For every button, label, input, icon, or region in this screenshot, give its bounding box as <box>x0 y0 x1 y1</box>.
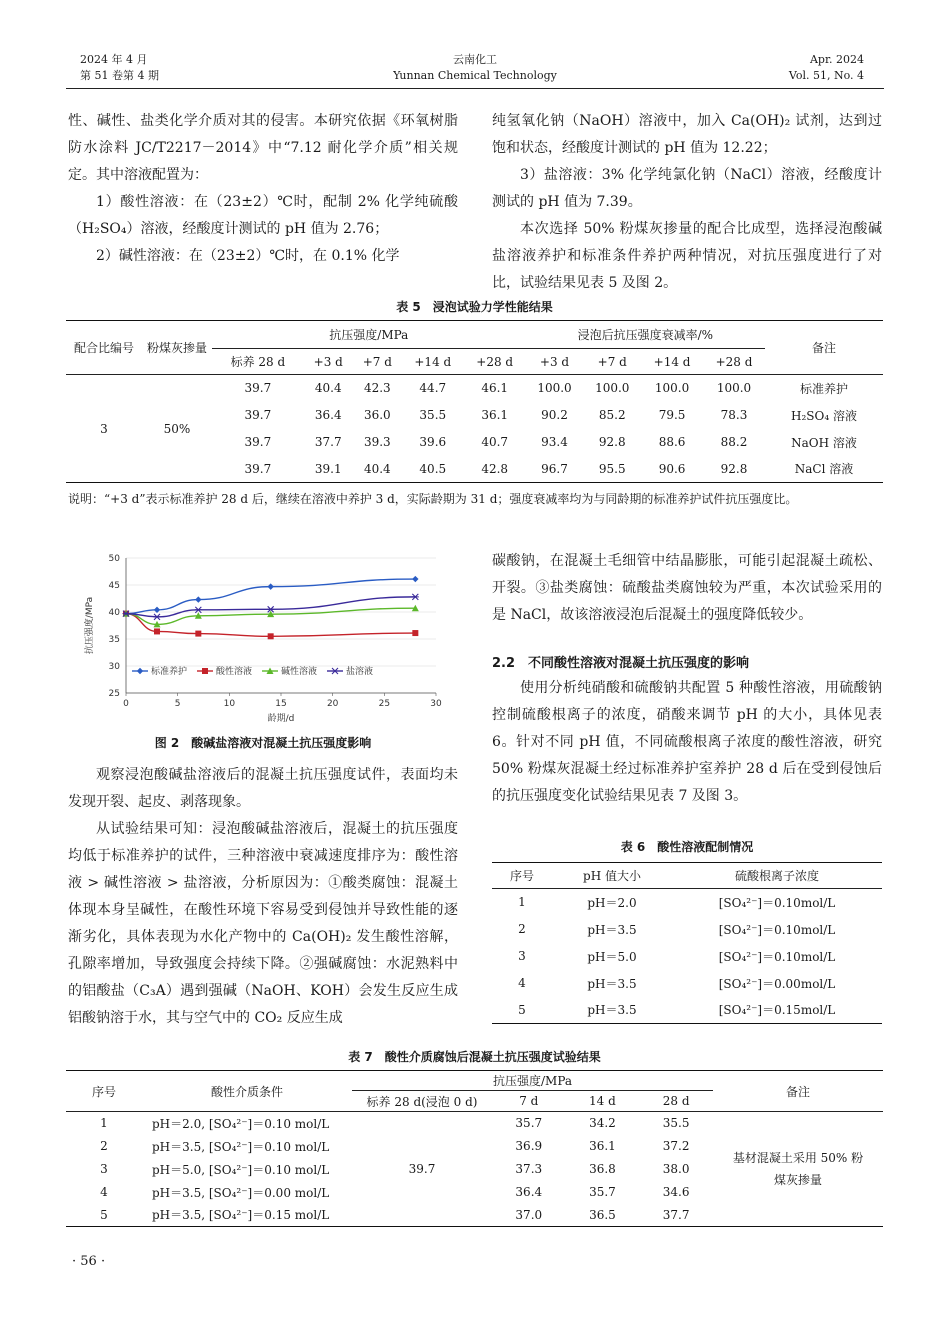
cell: pH＝5.0 <box>587 949 637 964</box>
table5-subheader: +3 d <box>526 349 584 375</box>
right-top-text <box>492 108 882 297</box>
y-tick-label: 40 <box>108 608 120 618</box>
cell: 46.1 <box>481 381 509 396</box>
table5-subheader: +7 d <box>583 349 641 375</box>
cell: 40.7 <box>481 435 509 449</box>
cell: 90.6 <box>641 456 703 483</box>
table5-mix-no: 3 <box>66 375 142 483</box>
legend-marker <box>202 668 208 674</box>
running-header-right <box>789 52 864 84</box>
figure2-chart <box>78 548 458 728</box>
cell: 78.3 <box>720 408 748 422</box>
table-row <box>66 375 883 402</box>
cell: 36.8 <box>589 1162 616 1176</box>
cell: 37.7 <box>314 435 342 449</box>
paragraph: 观察浸泡酸碱盐溶液后的混凝土抗压强度试件，表面均未发现开裂、起皮、剥落现象。 <box>68 767 458 810</box>
cell: 40.4 <box>314 381 342 396</box>
cell: 35.5 <box>419 408 447 422</box>
table7-header-cond: 酸性介质条件 <box>142 1071 352 1112</box>
table6-caption: 表 6 酸性溶液配制情况 <box>620 840 754 854</box>
table5-header-fly: 粉煤灰掺量 <box>142 321 212 375</box>
header-volume-cn: 第 51 卷第 4 期 <box>80 69 159 82</box>
cell: 标准养护 <box>799 381 848 396</box>
paragraph: 使用分析纯硝酸和硫酸钠共配置 5 种酸性溶液，用硫酸钠控制硫酸根离子的浓度，硝酸来调节 pH 的大小，具体见表 6。针对不同 pH 值，不同硫酸根离子浓度的酸性溶液，研究 50% 粉煤灰混凝土经过标准养护室养护 28 d 后在受到侵蚀后的抗压强度变化试验结果见表 7 及图 3。 <box>492 680 882 804</box>
table5-subheader: +3 d <box>304 349 353 375</box>
cell: 36.4 <box>314 408 342 422</box>
cell: 39.3 <box>363 435 391 449</box>
table5-fly: 50% <box>142 375 212 483</box>
cell: 42.8 <box>464 456 526 483</box>
cell: 4 <box>100 1185 108 1199</box>
table-row <box>492 916 882 943</box>
legend-label: 酸性溶液 <box>216 667 253 677</box>
cell: 1 <box>100 1116 108 1131</box>
y-tick-label: 25 <box>108 689 120 699</box>
cell: 92.8 <box>598 435 626 449</box>
journal-name-en: Yunnan Chemical Technology <box>393 69 557 82</box>
cell: 44.7 <box>419 381 447 396</box>
data-point <box>195 631 201 637</box>
cell: 39.1 <box>304 456 353 483</box>
cell: pH＝5.0, [SO₄²⁻]＝0.10 mol/L <box>152 1162 330 1177</box>
x-tick-label: 25 <box>378 699 391 709</box>
right-mid-text <box>492 548 882 629</box>
table5-header-note: 备注 <box>765 321 883 375</box>
table-row <box>66 1112 883 1135</box>
table7-base: 39.7 <box>352 1112 492 1227</box>
cell: pH＝3.5, [SO₄²⁻]＝0.00 mol/L <box>152 1185 330 1200</box>
table6 <box>492 862 882 1024</box>
table7-header-note: 备注 <box>713 1071 883 1112</box>
cell: 3 <box>100 1162 108 1176</box>
legend-marker <box>137 668 143 674</box>
cell: 36.9 <box>515 1139 543 1153</box>
x-tick-label: 30 <box>430 699 442 709</box>
paragraph: 本次选择 50% 粉煤灰掺量的配合比成型，选择浸泡酸碱盐溶液养护和标准条件养护两种情况，对抗压强度进行了对比，试验结果见表 5 及图 2。 <box>492 221 882 291</box>
table6-header-no: 序号 <box>492 863 552 889</box>
cell: 39.7 <box>212 456 304 483</box>
table7-subheader: 14 d <box>566 1091 640 1112</box>
y-tick-label: 50 <box>108 554 120 564</box>
journal-name-cn: 云南化工 <box>453 53 497 66</box>
header-volume-en: Vol. 51, No. 4 <box>788 69 864 82</box>
table5-subheader: 标养 28 d <box>212 349 304 375</box>
table-row <box>492 997 882 1024</box>
table7 <box>66 1070 883 1227</box>
header-date-cn: 2024 年 4 月 <box>80 53 148 66</box>
data-point <box>154 614 161 620</box>
cell: 90.2 <box>541 408 568 422</box>
table5-note: 说明：“+3 d”表示标准养护 28 d 后，继续在溶液中养护 3 d，实际龄期为 31 d；强度衰减率均为与同龄期的标准养护试件抗压强度比。 <box>68 492 798 506</box>
figure2-caption: 图 2 酸碱盐溶液对混凝土抗压强度影响 <box>154 736 372 750</box>
cell: 36.0 <box>363 408 391 422</box>
table7-subheader: 28 d <box>639 1091 713 1112</box>
cell: 35.7 <box>589 1185 616 1199</box>
data-point <box>154 628 160 634</box>
cell: 5 <box>492 997 552 1024</box>
data-point <box>412 630 418 636</box>
cell: pH＝3.5, [SO₄²⁻]＝0.10 mol/L <box>152 1139 330 1154</box>
x-tick-label: 0 <box>123 699 129 709</box>
table-row <box>492 970 882 997</box>
cell: pH＝3.5 <box>587 976 637 991</box>
paragraph: 3）盐溶液：3% 化学纯氯化钠（NaCl）溶液，经酸度计测试的 pH 值为 7.39。 <box>492 167 882 210</box>
section-heading: 2.2 不同酸性溶液对混凝土抗压强度的影响 <box>492 656 750 671</box>
table5-subheader: +7 d <box>353 349 402 375</box>
cell: 36.1 <box>481 408 509 422</box>
table6-header-ph: pH 值大小 <box>552 863 672 889</box>
cell: 5 <box>66 1204 142 1227</box>
cell: 100.0 <box>654 381 690 396</box>
cell: 34.6 <box>662 1185 690 1199</box>
cell: pH＝3.5 <box>552 997 672 1024</box>
cell: 37.2 <box>662 1139 690 1153</box>
cell: pH＝3.5 <box>587 922 637 937</box>
cell: 38.0 <box>662 1162 690 1176</box>
cell: 40.4 <box>353 456 402 483</box>
table-row <box>492 943 882 970</box>
paragraph: 从试验结果可知：浸泡酸碱盐溶液后，混凝土的抗压强度均低于标准养护的试件，三种溶液中衰减速度排序为：酸性溶液 > 碱性溶液 > 盐溶液，分析原因为：①酸类腐蚀：混凝土体现本身呈碱性，在酸性环境下容易受到侵蚀并导致性能的逐渐劣化，具体表现为水化产物中的 Ca(OH)₂ 发生酸性溶解，孔隙率增加，导致强度会持续下降。②强碱腐蚀：水泥熟料中的铝酸盐（C₃A）遇到强碱（NaOH、KOH）会发生反应生成铝酸钠溶于水，其与空气中的 CO₂ 反应生成 <box>68 821 458 1026</box>
cell: 36.1 <box>589 1139 616 1153</box>
table7-subheader: 7 d <box>492 1091 566 1112</box>
x-tick-label: 20 <box>326 699 339 709</box>
table7-subheader: 标养 28 d(浸泡 0 d) <box>352 1091 492 1112</box>
cell: NaCl 溶液 <box>765 456 883 483</box>
right-mid-text-2 <box>492 675 882 810</box>
paragraph: 纯氢氧化钠（NaOH）溶液中，加入 Ca(OH)₂ 试剂，达到过饱和状态，经酸度计测试的 pH 值为 12.22； <box>492 113 882 156</box>
cell: 40.5 <box>402 456 464 483</box>
cell: 35.5 <box>662 1116 690 1131</box>
cell: [SO₄²⁻]＝0.10mol/L <box>718 922 836 937</box>
cell: 85.2 <box>598 408 626 422</box>
y-tick-label: 45 <box>108 581 120 591</box>
paragraph: 1）酸性溶液：在（23±2）℃时，配制 2% 化学纯硫酸（H₂SO₄）溶液，经酸度计测试的 pH 值为 2.76； <box>68 194 458 237</box>
x-axis-label: 龄期/d <box>267 714 295 724</box>
legend-label: 标准养护 <box>151 667 188 677</box>
table7-header-no: 序号 <box>66 1071 142 1112</box>
cell: 39.6 <box>419 435 447 449</box>
data-point <box>268 633 274 639</box>
cell: 96.7 <box>526 456 584 483</box>
cell: 100.0 <box>595 381 630 396</box>
table7-note: 基材混凝土采用 50% 粉煤灰掺量 <box>713 1112 883 1227</box>
cell: 37.3 <box>515 1162 543 1176</box>
cell: 88.2 <box>720 435 748 449</box>
paragraph: 碳酸钠，在混凝土毛细管中结晶膨胀，可能引起混凝土疏松、开裂。③盐类腐蚀：硫酸盐类腐蚀较为严重，本次试验采用的是 NaCl，故该溶液浸泡后混凝土的强度降低较少。 <box>492 553 882 623</box>
table5-caption: 表 5 浸泡试验力学性能结果 <box>396 300 553 314</box>
table-row <box>492 889 882 916</box>
cell: 100.0 <box>716 381 752 396</box>
data-point <box>412 594 419 600</box>
legend-label: 盐溶液 <box>346 667 374 677</box>
table5-subheader: +28 d <box>464 349 526 375</box>
cell: 35.7 <box>515 1116 543 1131</box>
cell: 37.7 <box>639 1204 713 1227</box>
table5-subheader: +14 d <box>641 349 703 375</box>
cell: 39.7 <box>244 381 272 396</box>
table5 <box>66 320 883 483</box>
x-tick-label: 10 <box>223 699 236 709</box>
left-bottom-text <box>68 762 458 1032</box>
cell: 2 <box>518 922 526 936</box>
y-axis-label: 抗压强度/MPa <box>85 596 95 655</box>
cell: 34.2 <box>589 1116 616 1131</box>
data-point <box>195 596 201 602</box>
data-point <box>412 576 418 582</box>
cell: [SO₄²⁻]＝0.15mol/L <box>672 997 882 1024</box>
table5-subheader: +28 d <box>703 349 765 375</box>
legend-label: 碱性溶液 <box>281 667 318 677</box>
table5-header-strength: 抗压强度/MPa <box>212 321 526 349</box>
cell: pH＝2.0 <box>587 895 637 910</box>
y-tick-label: 35 <box>108 635 120 645</box>
data-point <box>267 583 273 589</box>
cell: 39.7 <box>244 408 272 422</box>
cell: NaOH 溶液 <box>791 435 857 450</box>
cell: H₂SO₄ 溶液 <box>791 408 857 423</box>
table6-header-conc: 硫酸根离子浓度 <box>672 863 882 889</box>
x-tick-label: 15 <box>275 699 287 709</box>
table5-header-decay: 浸泡后抗压强度衰减率/% <box>526 321 765 349</box>
cell: [SO₄²⁻]＝0.10mol/L <box>718 949 836 964</box>
table5-subheader: +14 d <box>402 349 464 375</box>
cell: 39.7 <box>244 435 272 449</box>
cell: [SO₄²⁻]＝0.00mol/L <box>718 976 836 991</box>
cell: 88.6 <box>658 435 686 449</box>
x-tick-label: 5 <box>174 699 181 709</box>
legend-marker <box>332 668 339 674</box>
cell: 4 <box>518 976 526 990</box>
cell: 92.8 <box>703 456 765 483</box>
paragraph: 2）碱性溶液：在（23±2）℃时，在 0.1% 化学 <box>96 248 400 264</box>
table7-caption: 表 7 酸性介质腐蚀后混凝土抗压强度试验结果 <box>348 1050 601 1064</box>
cell: pH＝2.0, [SO₄²⁻]＝0.10 mol/L <box>152 1116 330 1131</box>
cell: pH＝3.5, [SO₄²⁻]＝0.15 mol/L <box>142 1204 352 1227</box>
cell: 42.3 <box>363 381 391 396</box>
cell: 100.0 <box>537 381 572 396</box>
cell: 1 <box>518 895 526 910</box>
cell: 2 <box>100 1139 108 1153</box>
cell: 37.0 <box>492 1204 566 1227</box>
left-top-text <box>68 108 458 270</box>
paragraph: 性、碱性、盐类化学介质对其的侵害。本研究依据《环氧树脂防水涂料 JC/T2217－2014》中“7.12 耐化学介质”相关规定。其中溶液配置为： <box>68 113 458 183</box>
cell: 36.5 <box>566 1204 640 1227</box>
cell: [SO₄²⁻]＝0.10mol/L <box>718 895 836 910</box>
cell: 95.5 <box>583 456 641 483</box>
y-tick-label: 30 <box>108 662 120 672</box>
cell: 3 <box>518 949 526 963</box>
page-number: · 56 · <box>72 1254 106 1269</box>
cell: 79.5 <box>658 408 686 422</box>
header-rule <box>66 88 884 89</box>
table5-header-mix: 配合比编号 <box>66 321 142 375</box>
cell: 93.4 <box>541 435 568 449</box>
table7-header-strength: 抗压强度/MPa <box>352 1071 713 1091</box>
header-date-en: Apr. 2024 <box>809 53 864 66</box>
cell: 36.4 <box>515 1185 543 1199</box>
